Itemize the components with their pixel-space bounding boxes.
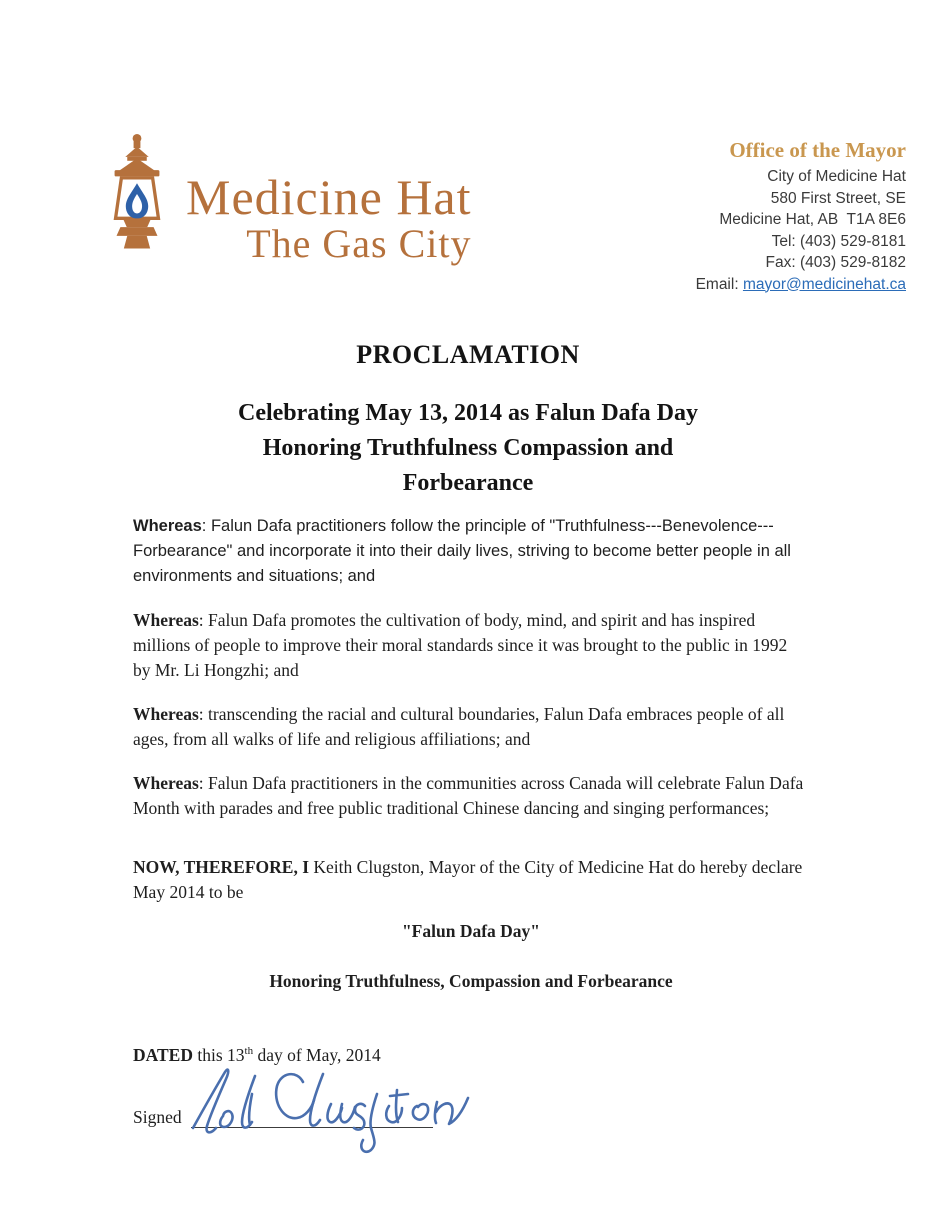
signed-label: Signed <box>133 1107 182 1127</box>
dated-post: day of May, 2014 <box>253 1045 381 1065</box>
document-header <box>98 130 906 295</box>
falun-dafa-day-title: "Falun Dafa Day" <box>401 921 541 941</box>
proclamation-heading: PROCLAMATION <box>356 340 580 369</box>
subtitle-line-3: Forbearance <box>402 470 534 496</box>
contact-street-line: 580 First Street, SE <box>770 189 906 207</box>
gas-lantern-icon <box>98 132 176 252</box>
medicine-hat-logo <box>98 130 472 264</box>
declaration-lead: NOW, THEREFORE, I <box>133 857 310 877</box>
logo-city-name: Medicine Hat <box>186 169 472 225</box>
contact-fax-line: Fax: (403) 529-8182 <box>765 254 906 271</box>
whereas-lead-3: Whereas <box>133 704 199 724</box>
signature-row <box>133 1104 809 1128</box>
proclamation-body <box>133 514 809 1128</box>
whereas-text-4: : Falun Dafa practitioners in the communities across Canada will celebrate Falun Dafa Month with parades and free public traditional Chinese dancing and singing performances; <box>133 773 804 818</box>
email-link[interactable]: mayor@medicinehat.ca <box>742 275 906 293</box>
email-label: Email: <box>695 275 743 293</box>
dated-pre: this 13 <box>192 1045 245 1065</box>
whereas-text-1: : Falun Dafa practitioners follow the principle of "Truthfulness---Benevolence---Forbearance" and incorporate it into their daily lives, striving to become better people in all environments and situations; and <box>133 517 791 585</box>
honoring-line: Honoring Truthfulness, Compassion and Forbearance <box>269 971 673 991</box>
signature-line <box>191 1104 433 1128</box>
dated-label: DATED <box>133 1045 193 1065</box>
contact-tel-line: Tel: (403) 529-8181 <box>771 232 906 250</box>
whereas-text-3: : transcending the racial and cultural boundaries, Falun Dafa embraces people of all ages, from all walks of life and religious affiliations; and <box>133 704 785 749</box>
declaration-text: Keith Clugston, Mayor of the City of Medicine Hat do hereby declare May 2014 to be <box>133 857 803 902</box>
whereas-clause-4 <box>133 771 809 821</box>
whereas-text-2: : Falun Dafa promotes the cultivation of body, mind, and spirit and has inspired millions of people to improve their moral standards since it was brought to the public in 1992 by Mr. Li Hongzhi; and <box>133 610 788 680</box>
whereas-lead-1: Whereas <box>133 517 202 535</box>
logo-tagline: The Gas City <box>246 221 472 266</box>
whereas-clause-1 <box>133 514 809 589</box>
subtitle-line-2: Honoring Truthfulness Compassion and <box>262 435 674 461</box>
dated-ordinal: th <box>244 1045 254 1058</box>
mayor-office-contact-block <box>696 138 906 295</box>
mayor-handwritten-signature <box>179 1060 471 1156</box>
whereas-clause-2 <box>133 608 809 683</box>
whereas-lead-2: Whereas <box>133 610 199 630</box>
whereas-lead-4: Whereas <box>133 773 199 793</box>
proclamation-subtitle <box>70 396 866 501</box>
title-area <box>70 340 866 501</box>
whereas-clause-3 <box>133 702 809 752</box>
contact-city-line: City of Medicine Hat <box>767 168 906 185</box>
subtitle-line-1: Celebrating May 13, 2014 as Falun Dafa Day <box>238 400 698 426</box>
contact-title: Office of the Mayor <box>729 138 906 162</box>
logo-wordmark <box>186 169 472 266</box>
declaration-clause <box>133 855 809 905</box>
contact-email-line <box>696 274 906 296</box>
contact-postal-line: Medicine Hat, AB T1A 8E6 <box>719 211 906 228</box>
